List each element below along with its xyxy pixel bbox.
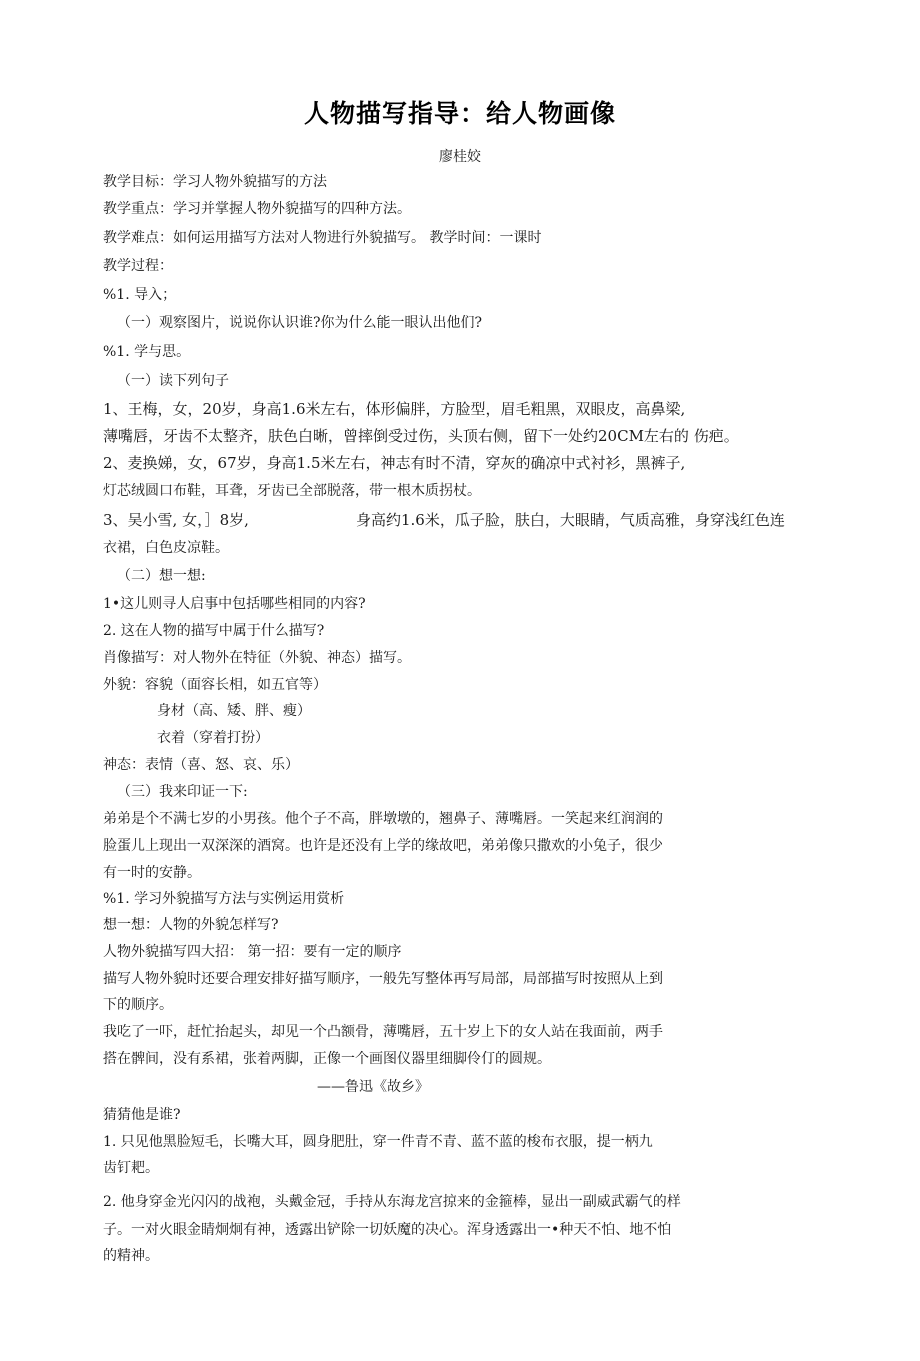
text-line: 教学过程： [103, 258, 173, 274]
text-line: 身高约1.6米，瓜子脸，肤白，大眼睛，气质高雅，身穿浅红色连 [356, 511, 785, 529]
text-line: 教学目标：学习人物外貌描写的方法 [103, 174, 327, 190]
text-line: 的精神。 [103, 1248, 159, 1264]
text-line: 我吃了一吓，赶忙抬起头，却见一个凸额骨，薄嘴唇，五十岁上下的女人站在我面前，两手 [103, 1024, 663, 1040]
text-line: （一）观察图片，说说你认识谁?你为什么能一眼认出他们? [117, 315, 483, 331]
text-line: 描写人物外貌时还要合理安排好描写顺序，一般先写整体再写局部，局部描写时按照从上到 [103, 971, 663, 987]
text-line: 搭在髀间，没有系裙，张着两脚，正像一个画图仪器里细脚伶仃的圆规。 [103, 1051, 551, 1067]
text-line: 猜猜他是谁? [103, 1107, 181, 1123]
text-line: 2. 他身穿金光闪闪的战袍，头戴金冠，手持从东海龙宫掠来的金箍棒，显出一副威武霸气的样 [103, 1194, 681, 1210]
text-line: 2. 这在人物的描写中属于什么描写? [103, 623, 325, 639]
text-line: 薄嘴唇，牙齿不太整齐，肤色白晰，曾摔倒受过伤，头顶右侧，留下一处约20CM左右的 伤疤。 [103, 427, 739, 445]
text-line: 神态：表情（喜、怒、哀、乐） [103, 757, 299, 773]
text-line: 衣着（穿着打扮） [157, 730, 269, 746]
text-line: 1•这儿则寻人启事中包括哪些相同的内容? [103, 596, 366, 612]
text-line: 弟弟是个不满七岁的小男孩。他个子不高，胖墩墩的，翘鼻子、薄嘴唇。一笑起来红润润的 [103, 811, 663, 827]
text-line: 下的顺序。 [103, 997, 173, 1013]
text-line: 外貌：容貌（面容长相，如五官等） [103, 677, 327, 693]
text-line: 脸蛋儿上现出一双深深的酒窝。也许是还没有上学的缘故吧，弟弟像只撒欢的小兔子，很少 [103, 838, 663, 854]
section-heading: %1. 导入； [103, 287, 177, 303]
text-line: 1、王梅，女，20岁，身高1.6米左右，体形偏胖，方脸型，眉毛粗黑，双眼皮，高鼻梁, [103, 400, 686, 418]
text-line: （二）想一想: [117, 568, 206, 584]
text-line: 教学重点：学习并掌握人物外貌描写的四种方法。 [103, 201, 411, 217]
text-line: 3、吴小雪, 女，］8岁, [103, 511, 249, 529]
text-line: 想一想：人物的外貌怎样写? [103, 917, 279, 933]
text-line: 教学难点：如何运用描写方法对人物进行外貌描写。 教学时间：一课时 [103, 230, 542, 246]
text-line: 子。一对火眼金睛炯炯有神，透露出铲除一切妖魔的决心。浑身透露出一•种天不怕、地不怕 [103, 1222, 672, 1238]
text-line: 齿钉耙。 [103, 1160, 159, 1176]
author-name: 廖桂姣 [439, 149, 481, 165]
text-line: （一）读下列句子 [117, 373, 229, 389]
page-title: 人物描写指导：给人物画像 [303, 99, 616, 128]
section-heading: %1. 学习外貌描写方法与实例运用赏析 [103, 891, 345, 907]
text-line: 衣裙，白色皮凉鞋。 [103, 540, 229, 556]
citation: ——鲁迅《故乡》 [317, 1079, 429, 1095]
text-line: 身材（高、矮、胖、瘦） [157, 703, 311, 719]
section-heading: %1. 学与思。 [103, 344, 191, 360]
text-line: （三）我来印证一下: [117, 784, 248, 800]
text-line: 人物外貌描写四大招： 第一招：要有一定的顺序 [103, 944, 402, 960]
text-line: 有一时的安静。 [103, 865, 201, 881]
text-line: 1. 只见他黑脸短毛，长嘴大耳，圆身肥肚，穿一件青不青、蓝不蓝的梭布衣服，提一柄九 [103, 1134, 653, 1150]
text-line: 肖像描写：对人物外在特征（外貌、神态）描写。 [103, 650, 411, 666]
text-line: 灯芯绒圆口布鞋，耳聋，牙齿已全部脱落，带一根木质拐杖。 [103, 483, 481, 499]
text-line: 2、麦换娣，女，67岁，身高1.5米左右，神志有时不清，穿灰的确凉中式衬衫，黑裤子, [103, 454, 686, 472]
